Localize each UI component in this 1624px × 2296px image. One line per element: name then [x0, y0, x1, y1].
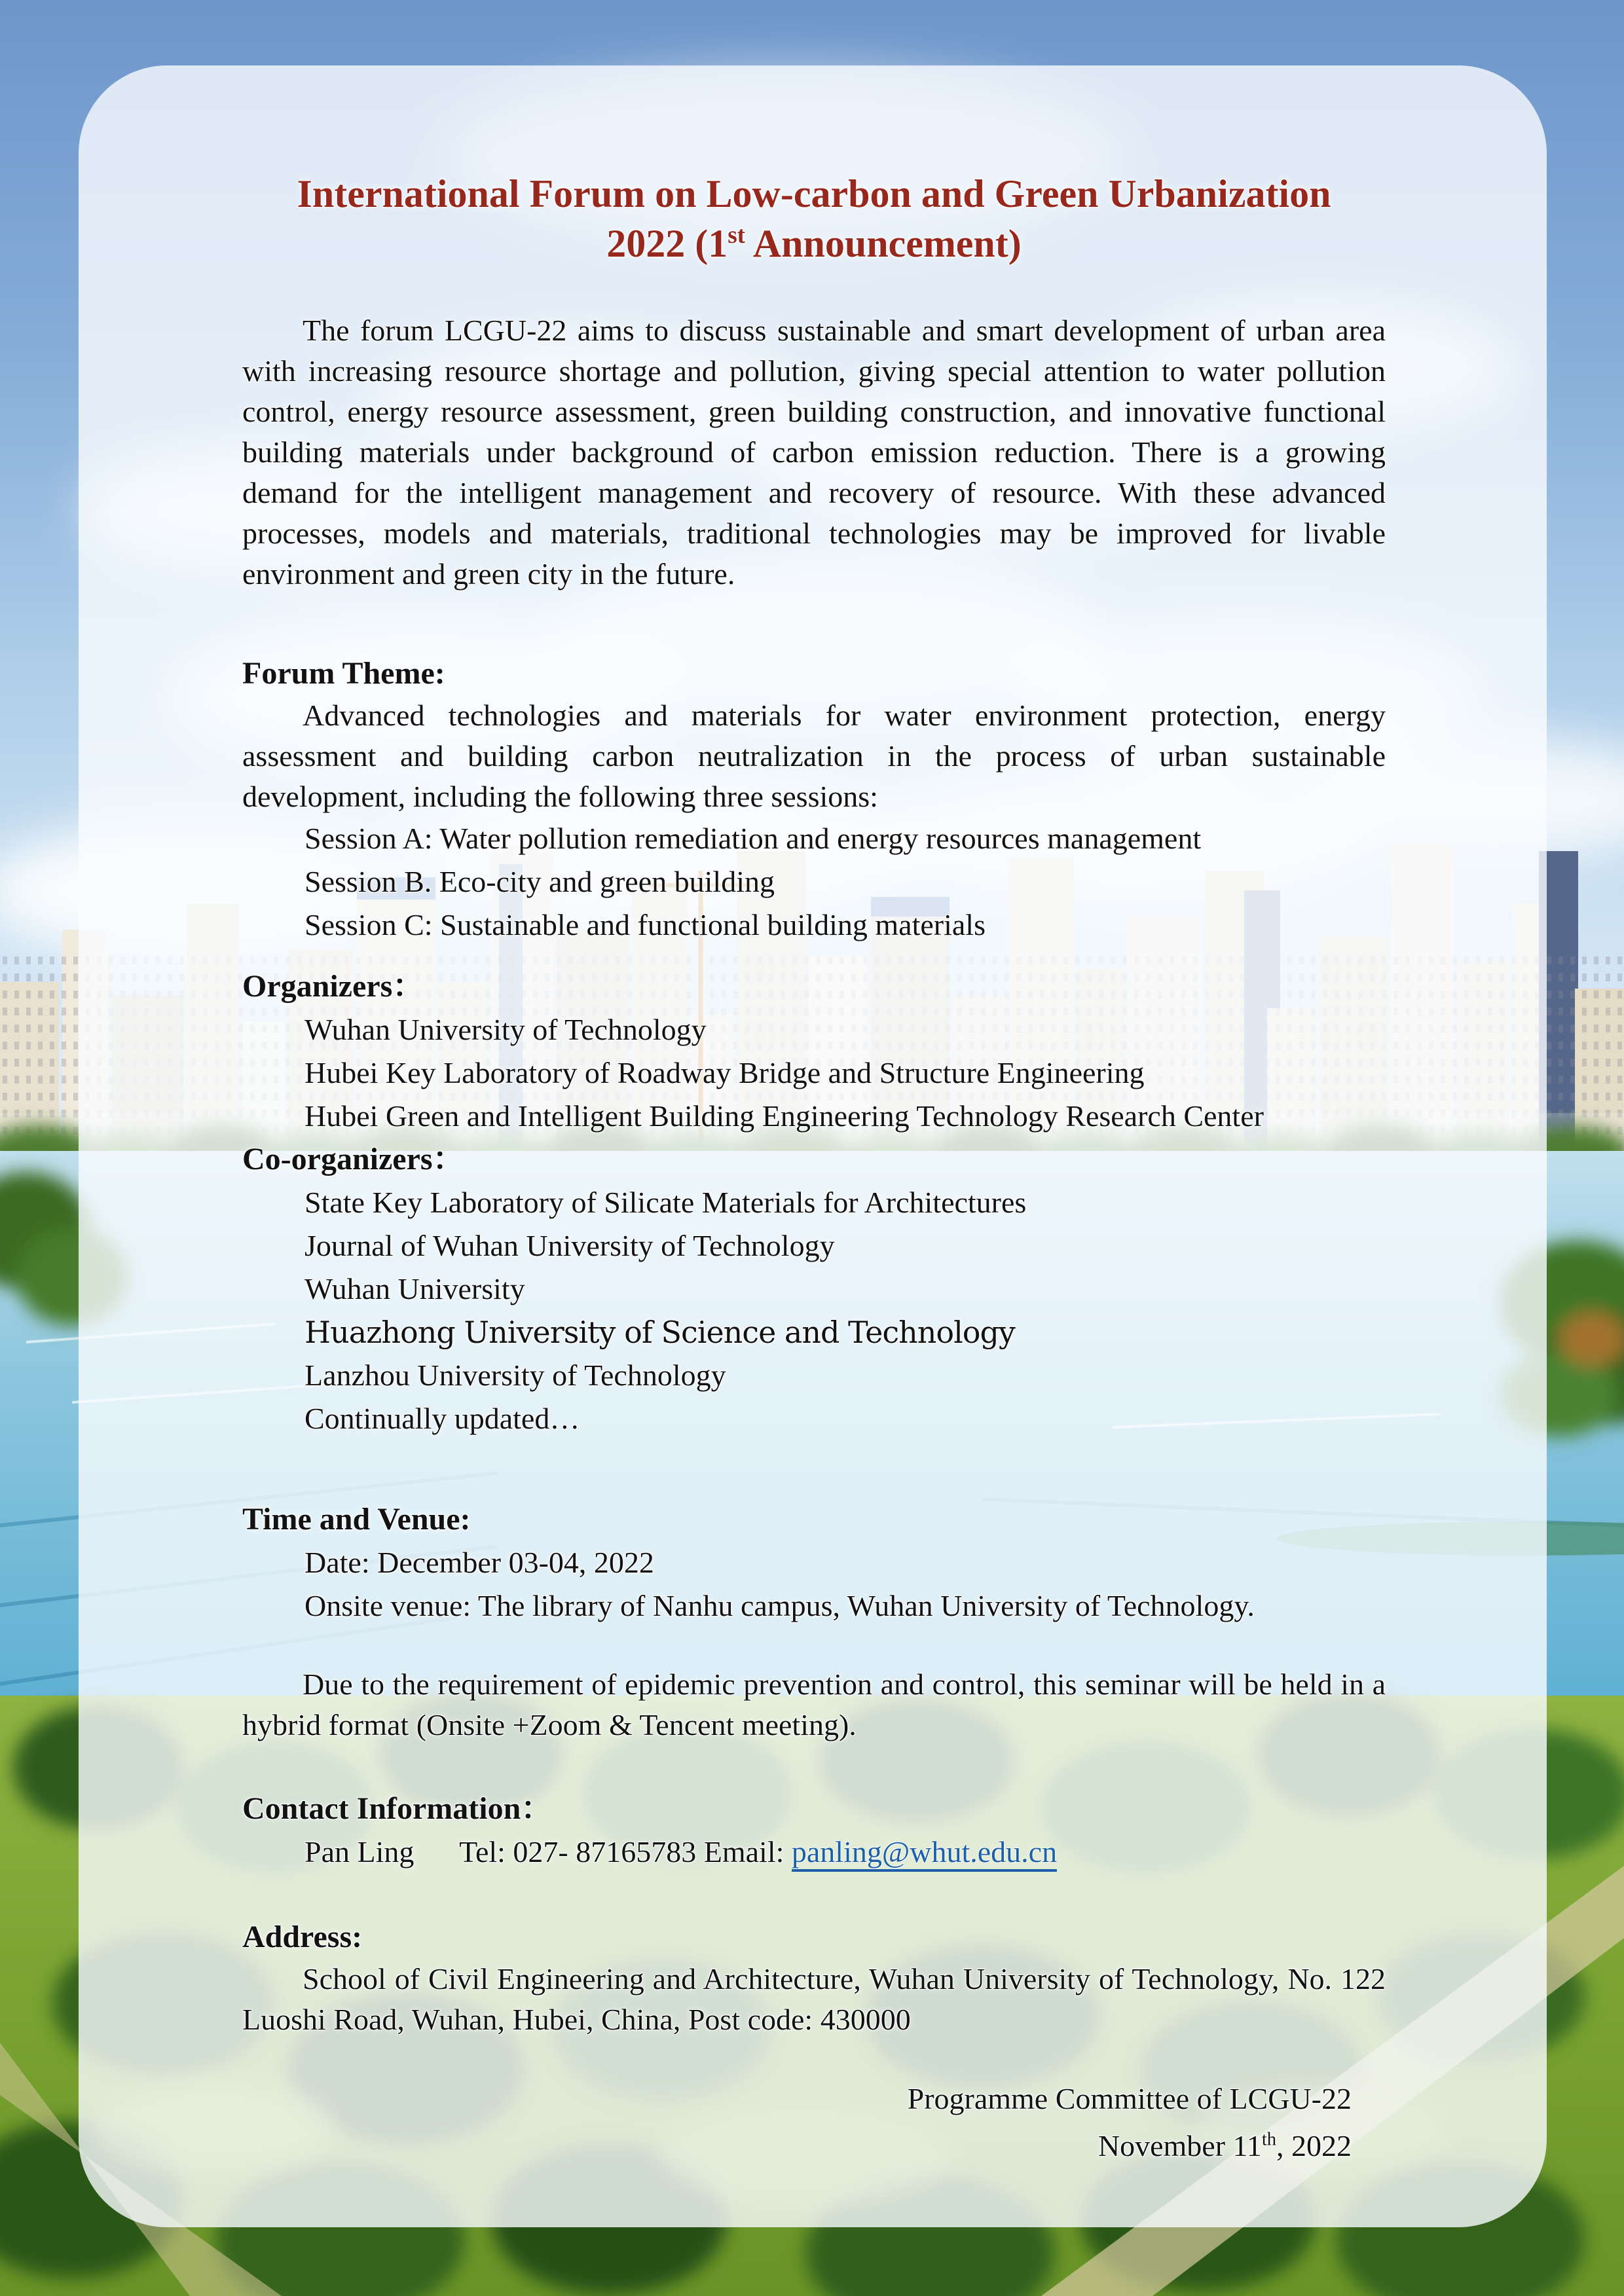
organizer-item: Hubei Green and Intelligent Building Engineering Technology Research Center — [304, 1099, 1264, 1133]
forum-theme-paragraph: Advanced technologies and materials for water environment protection, energy assessment and building carbon neutralization in the process of urban sustainable development, including the following three sessions: — [242, 699, 1386, 813]
contact-tel: Tel: 027- 87165783 — [459, 1835, 697, 1868]
co-organizer-item: State Key Laboratory of Silicate Materials for Architectures — [304, 1186, 1027, 1219]
section-heading-contact: Contact Information： — [242, 1791, 553, 1826]
time-venue-item-date: Date: December 03-04, 2022 — [304, 1546, 654, 1579]
time-venue-item-venue: Onsite venue: The library of Nanhu campus, Wuhan University of Technology. — [304, 1589, 1255, 1622]
session-item-c: Session C: Sustainable and functional building materials — [304, 908, 986, 941]
section-heading-organizers: Organizers： — [242, 969, 424, 1004]
signature-committee: Programme Committee of LCGU-22 — [907, 2082, 1352, 2115]
session-item-b: Session B. Eco-city and green building — [304, 865, 775, 898]
epidemic-note: Due to the requirement of epidemic prevention and control, this seminar will be held in a hybrid format (Onsite +Zoom & Tencent meeting). — [242, 1667, 1386, 1741]
intro-paragraph: The forum LCGU-22 aims to discuss sustainable and smart development of urban area with increasing resource shortage and pollution, giving special attention to water pollution control, energy resource assessment, green building construction, and innovative functional building materials under background of carbon emission reduction. There is a growing demand for the intelligent management and recovery of resource. With these advanced processes, models and materials, traditional technologies may be improved for livable environment and green city in the future. — [242, 314, 1386, 591]
co-organizer-item: Huazhong University of Science and Technology — [304, 1315, 1015, 1350]
address-paragraph: School of Civil Engineering and Architecture, Wuhan University of Technology, No. 122 Luoshi Road, Wuhan, Hubei, China, Post code: 430000 — [242, 1962, 1386, 2036]
organizer-item: Hubei Key Laboratory of Roadway Bridge and Structure Engineering — [304, 1056, 1145, 1089]
contact-line — [242, 1831, 1386, 1874]
section-heading-co-organizers: Co-organizers： — [242, 1142, 464, 1176]
co-organizer-item: Wuhan University — [304, 1272, 525, 1305]
title-line-1: International Forum on Low-carbon and Green Urbanization — [297, 172, 1331, 215]
page-title — [242, 169, 1386, 268]
title-ordinal-suffix: st — [728, 222, 746, 249]
section-heading-time-venue: Time and Venue: — [242, 1502, 471, 1537]
date-ordinal-suffix: th — [1261, 2129, 1276, 2150]
session-item-a: Session A: Water pollution remediation and energy resources management — [304, 822, 1202, 855]
section-heading-forum-theme: Forum Theme: — [242, 656, 445, 691]
announcement-content — [79, 65, 1547, 2227]
co-organizer-item: Continually updated… — [304, 1402, 580, 1435]
signature-date: November 11th, 2022 — [1098, 2129, 1352, 2162]
title-line-2: 2022 (1st Announcement) — [606, 222, 1022, 265]
contact-name: Pan Ling — [304, 1835, 415, 1868]
email-link[interactable]: panling@whut.edu.cn — [792, 1835, 1057, 1872]
section-heading-address: Address: — [242, 1920, 363, 1954]
co-organizer-item: Lanzhou University of Technology — [304, 1358, 726, 1392]
co-organizer-item: Journal of Wuhan University of Technology — [304, 1229, 835, 1262]
contact-email-label: Email: — [703, 1835, 784, 1868]
organizer-item: Wuhan University of Technology — [304, 1013, 707, 1046]
signature-block — [242, 2075, 1386, 2170]
